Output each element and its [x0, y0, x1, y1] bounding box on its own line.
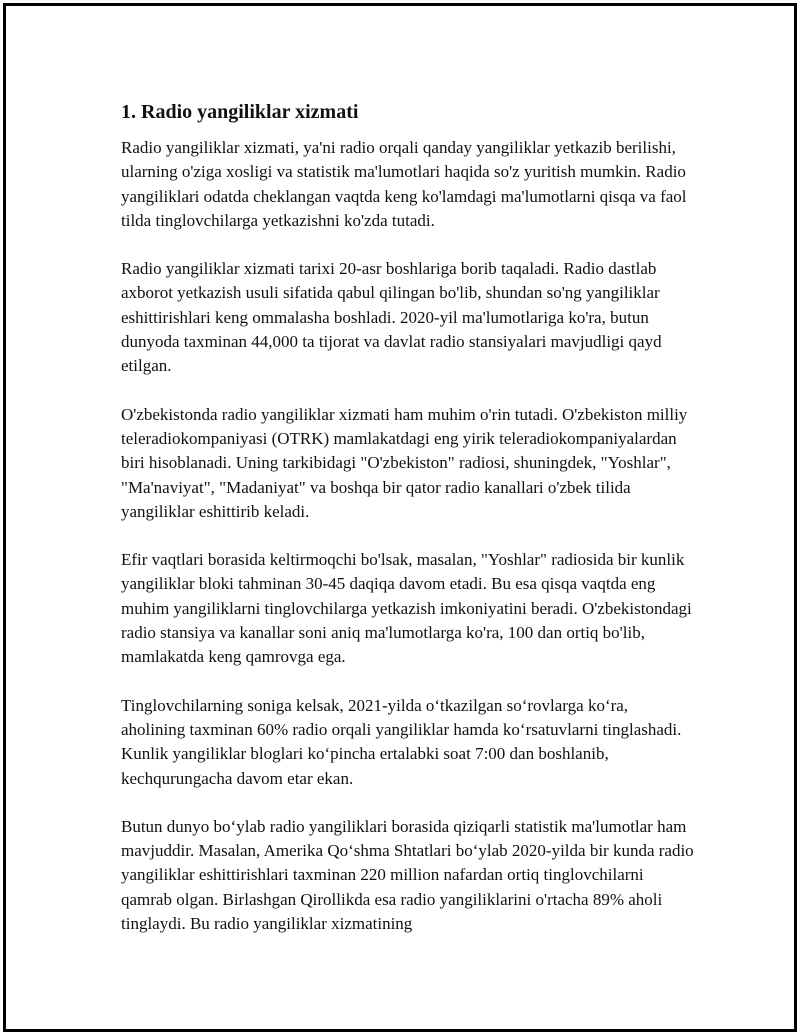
- document-body: [121, 98, 696, 936]
- section-heading: 1. Radio yangiliklar xizmati: [121, 101, 359, 123]
- paragraph-world-statistics: Butun dunyo bo‘ylab radio yangiliklari borasida qiziqarli statistik ma'lumotlar ham mavjuddir. Masalan, Amerika Qo‘shma Shtatlari bo‘ylab 2020-yilda bir kunda radio yangiliklar eshittirishlari taxminan 220 million nafardan ortiq tinglovchilarni qamrab olgan. Birlashgan Qirollikda esa radio yangiliklarini o'rtacha 89% aholi tinglaydi. Bu radio yangiliklar xizmatining: [121, 816, 694, 934]
- document-page: [3, 3, 797, 1032]
- paragraph-history: Radio yangiliklar xizmati tarixi 20-asr boshlariga borib taqaladi. Radio dastlab axborot yetkazish usuli sifatida qabul qilingan bo'lib, shundan so'ng yangiliklar eshittirishlari keng ommalasha boshladi. 2020-yil ma'lumotlariga ko'ra, butun dunyoda taxminan 44,000 ta tijorat va davlat radio stansiyalari mavjudligi qayd etilgan.: [121, 259, 662, 376]
- paragraph-listeners: Tinglovchilarning soniga kelsak, 2021-yilda o‘tkazilgan so‘rovlarga ko‘ra, aholining taxminan 60% radio orqali yangiliklar hamda ko‘rsatuvlarni tinglashadi. Kunlik yangiliklar bloglari ko‘pincha ertalabki soat 7:00 dan boshlanib, kechqurungacha davom etar ekan.: [121, 695, 682, 788]
- paragraph-uzbekistan: O'zbekistonda radio yangiliklar xizmati ham muhim o'rin tutadi. O'zbekiston milliy teleradiokompaniyasi (OTRK) mamlakatdagi eng yirik teleradiokompaniyalardan biri hisoblanadi. Uning tarkibidagi "O'zbekiston" radiosi, shuningdek, "Yoshlar", "Ma'naviyat", "Madaniyat" va boshqa bir qator radio kanallari o'zbek tilida yangiliklar eshittirib keladi.: [121, 404, 688, 521]
- paragraph-intro: Radio yangiliklar xizmati, ya'ni radio orqali qanday yangiliklar yetkazib berilishi, ularning o'ziga xosligi va statistik ma'lumotlari haqida so'z yuritish mumkin. Radio yangiliklari odatda cheklangan vaqtda keng ko'lamdagi ma'lumotlarni qisqa va faol tilda tinglovchilarga yetkazishni ko'zda tutadi.: [121, 138, 687, 230]
- paragraph-airtime: Efir vaqtlari borasida keltirmoqchi bo'lsak, masalan, "Yoshlar" radiosida bir kunlik yangiliklar bloki tahminan 30-45 daqiqa davom etadi. Bu esa qisqa vaqtda eng muhim yangiliklarni tinglovchilarga yetkazish imkoniyatini beradi. O'zbekistondagi radio stansiya va kanallar soni aniq ma'lumotlarga ko'ra, 100 dan ortiq bo'lib, mamlakatda keng qamrovga ega.: [121, 550, 692, 667]
